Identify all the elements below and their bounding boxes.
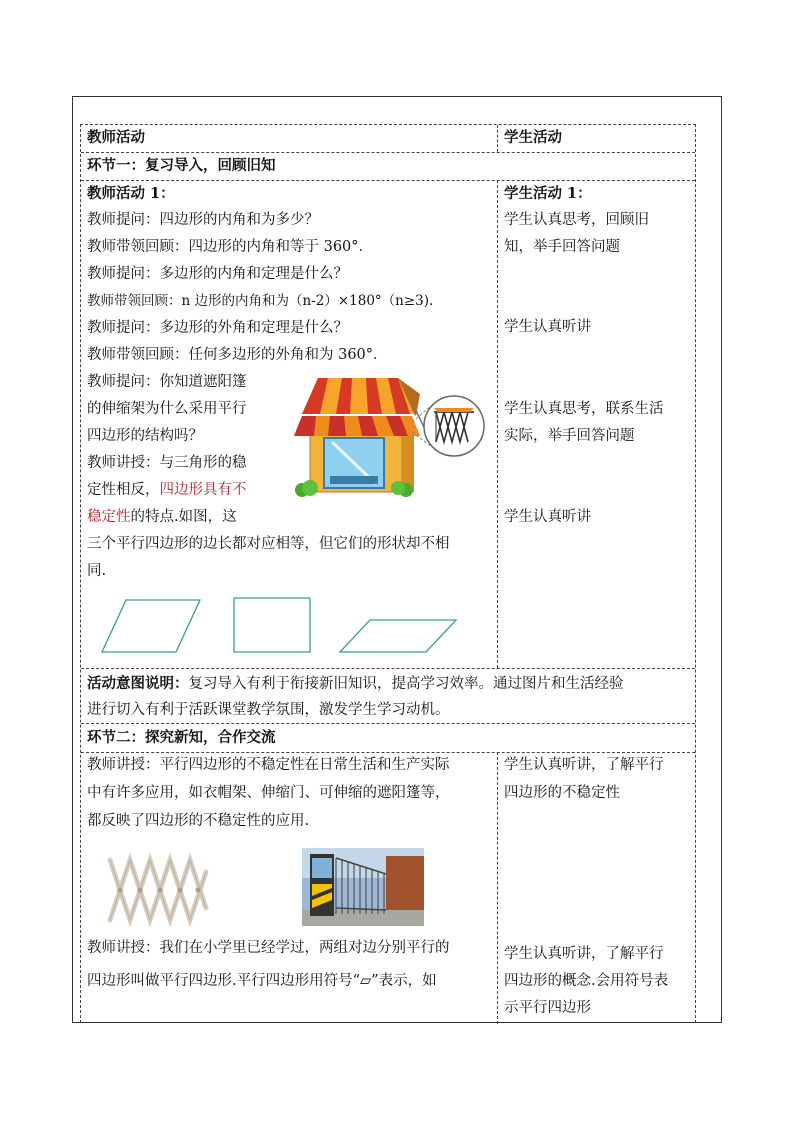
student-line: 示平行四边形	[504, 1000, 591, 1016]
intent-label: 活动意图说明：	[87, 675, 189, 692]
teacher-line: 教师带领回顾：四边形的内角和等于 360°．	[87, 239, 374, 255]
teacher-line: 教师提问：多边形的外角和定理是什么？	[87, 320, 348, 336]
student-line: 四边形的不稳定性	[504, 785, 620, 801]
teacher-line: 教师提问：你知道遮阳篷	[87, 374, 247, 390]
parallelogram-shapes	[96, 596, 466, 660]
teacher-line: 教师讲授：我们在小学里已经学过，两组对边分别平行的	[87, 940, 450, 956]
teacher-line: 中有许多应用，如衣帽架、伸缩门、可伸缩的遮阳篷等，	[87, 785, 450, 801]
intent-text: 复习导入有利于衔接新旧知识，提高学习效率。通过图片和生活经验	[188, 676, 624, 692]
parallelogram-flat	[340, 620, 456, 652]
retractable-gate-photo	[302, 848, 424, 926]
teacher-line: 教师带领回顾：任何多边形的外角和为 360°．	[87, 347, 388, 363]
teacher-line: 教师提问：四边形的内角和为多少？	[87, 212, 319, 228]
student-line: 学生认真思考，联系生活	[504, 401, 664, 417]
student-activity-heading: 学生活动 1：	[504, 185, 592, 202]
section1-title: 环节一：复习导入，回顾旧知	[87, 157, 276, 174]
highlight-text: 稳定性	[87, 509, 131, 525]
teacher-line-mixed	[87, 477, 247, 504]
student-line: 学生认真听讲	[504, 319, 591, 335]
col-divider	[497, 125, 498, 152]
student-line: 学生认真听讲	[504, 509, 591, 525]
student-line: 学生认真思考，回顾旧	[504, 212, 649, 228]
student-line: 实际，举手回答问题	[504, 428, 635, 444]
highlight-text: 四边形具有不	[159, 482, 247, 498]
student-line: 学生认真听讲，了解平行	[504, 946, 664, 962]
student-line: 学生认真听讲，了解平行	[504, 757, 664, 773]
teacher-line-part: 定性相反，	[87, 482, 160, 498]
teacher-line-part: 的特点.如图，这	[130, 509, 237, 525]
header-student: 学生活动	[504, 129, 562, 146]
teacher-line: 四边形叫做平行四边形.平行四边形用符号“▱”表示，如	[87, 973, 437, 989]
intent-line	[87, 670, 624, 698]
parallelogram-rectangle	[234, 598, 310, 652]
coat-rack-illustration	[104, 850, 214, 930]
teacher-line: 同.	[87, 563, 107, 579]
student-line: 四边形的概念.会用符号表	[504, 973, 669, 989]
teacher-line: 三个平行四边形的边长都对应相等，但它们的形状却不相	[87, 536, 450, 552]
teacher-activity-heading: 教师活动 1：	[87, 185, 175, 202]
col-divider	[497, 180, 498, 668]
section2-title: 环节二：探究新知，合作交流	[87, 729, 276, 746]
intent-line: 进行切入有利于活跃课堂教学氛围，激发学生学习动机。	[87, 702, 450, 718]
header-teacher: 教师活动	[87, 129, 145, 146]
teacher-line: 教师讲授：平行四边形的不稳定性在日常生活和生产实际	[87, 757, 450, 773]
teacher-line: 教师提问：多边形的内角和定理是什么？	[87, 266, 348, 282]
teacher-line: 教师讲授：与三角形的稳	[87, 455, 247, 471]
teacher-line: 都反映了四边形的不稳定性的应用.	[87, 813, 310, 829]
teacher-line: 四边形的结构吗？	[87, 428, 203, 444]
row-divider	[81, 668, 695, 669]
teacher-line: 的伸缩架为什么采用平行	[87, 401, 247, 417]
awning-shop-illustration	[288, 372, 488, 502]
col-divider	[497, 752, 498, 1024]
student-line: 知，举手回答问题	[504, 239, 620, 255]
teacher-line-mixed	[87, 504, 237, 531]
teacher-line: 教师带领回顾：n 边形的内角和为（n-2）×180°（n≥3).	[87, 293, 434, 309]
parallelogram-slanted	[102, 600, 200, 652]
